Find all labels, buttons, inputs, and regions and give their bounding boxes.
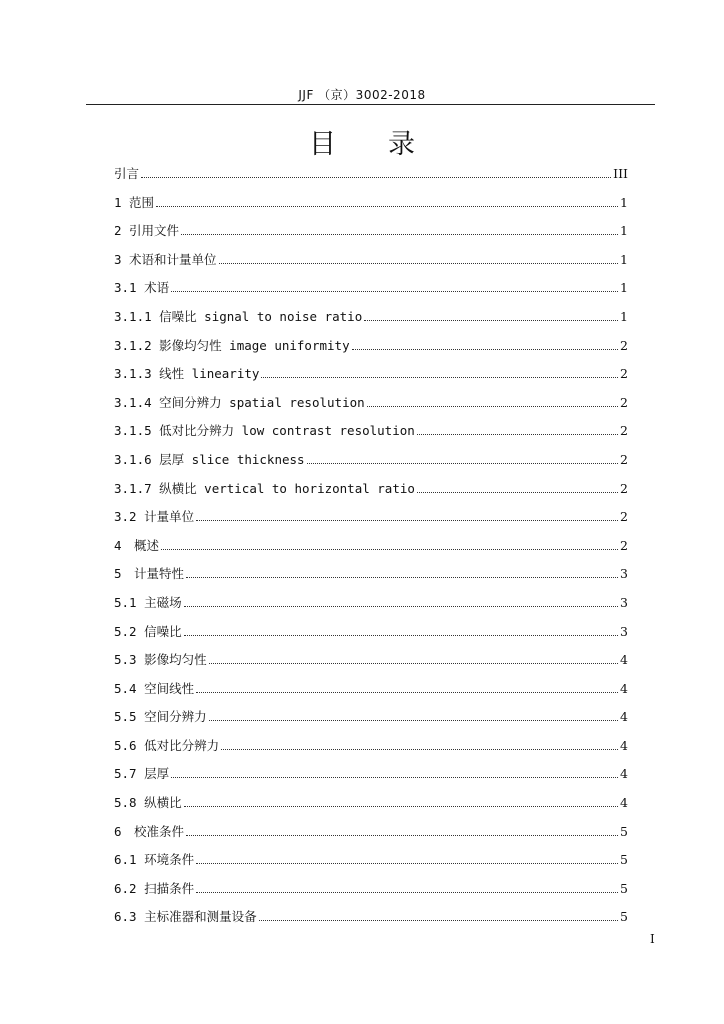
toc-entry[interactable] (114, 789, 628, 818)
toc-entry-label: 5.8 纵横比 (114, 795, 182, 811)
page-title (0, 122, 724, 161)
toc-entry[interactable] (114, 160, 628, 189)
toc-entry-page: 1 (620, 308, 628, 324)
table-of-contents (114, 160, 628, 932)
toc-entry[interactable] (114, 560, 628, 589)
title-char-2: 录 (388, 129, 415, 160)
dot-leader (196, 683, 618, 693)
dot-leader (184, 797, 618, 807)
toc-entry-label: 4 概述 (114, 537, 160, 553)
toc-entry-label: 5.5 空间分辨力 (114, 709, 207, 725)
toc-entry[interactable] (114, 360, 628, 389)
toc-entry-label: 3.1.5 低对比分辨力 low contrast resolution (114, 423, 415, 439)
toc-entry-label: 2 引用文件 (114, 223, 180, 239)
toc-entry[interactable] (114, 332, 628, 361)
dot-leader (352, 340, 618, 350)
toc-entry-page: 2 (620, 509, 628, 525)
dot-leader (364, 311, 618, 321)
title-char-1: 目 (309, 129, 336, 160)
toc-entry[interactable] (114, 532, 628, 561)
toc-entry-page: 5 (620, 852, 628, 868)
toc-entry[interactable] (114, 303, 628, 332)
dot-leader (209, 654, 618, 664)
toc-entry-label: 3.1.2 影像均匀性 image uniformity (114, 337, 350, 353)
dot-leader (417, 483, 618, 493)
dot-leader (181, 225, 618, 235)
toc-entry-label: 6.3 主标准器和测量设备 (114, 909, 257, 925)
toc-entry-page: 2 (620, 480, 628, 496)
toc-entry[interactable] (114, 703, 628, 732)
toc-entry[interactable] (114, 875, 628, 904)
toc-entry-page: 2 (620, 337, 628, 353)
toc-entry[interactable] (114, 846, 628, 875)
toc-entry[interactable] (114, 760, 628, 789)
dot-leader (261, 368, 618, 378)
dot-leader (196, 854, 618, 864)
toc-entry-label: 6.2 扫描条件 (114, 880, 195, 896)
toc-entry-page: 5 (620, 880, 628, 896)
toc-entry-label: 6 校准条件 (114, 823, 185, 839)
toc-entry-label: 3.1.6 层厚 slice thickness (114, 451, 305, 467)
toc-entry[interactable] (114, 417, 628, 446)
dot-leader (367, 397, 618, 407)
toc-entry-page: 2 (620, 394, 628, 410)
toc-entry[interactable] (114, 503, 628, 532)
toc-entry-label: 5.4 空间线性 (114, 680, 195, 696)
dot-leader (417, 425, 618, 435)
toc-entry[interactable] (114, 475, 628, 504)
toc-entry-page: 2 (620, 423, 628, 439)
toc-entry[interactable] (114, 675, 628, 704)
toc-entry-label: 5.6 低对比分辨力 (114, 737, 220, 753)
toc-entry-page: 2 (620, 451, 628, 467)
toc-entry-label: 3.1 术语 (114, 280, 170, 296)
toc-entry-label: 6.1 环境条件 (114, 852, 195, 868)
toc-entry[interactable] (114, 189, 628, 218)
toc-entry-page: 4 (620, 737, 628, 753)
toc-entry-page: 1 (620, 194, 628, 210)
toc-entry-page: 4 (620, 766, 628, 782)
dot-leader (184, 597, 618, 607)
dot-leader (307, 454, 618, 464)
header-rule (86, 104, 655, 105)
toc-entry-label: 5.1 主磁场 (114, 594, 182, 610)
toc-entry-page: 3 (620, 566, 628, 582)
toc-entry[interactable] (114, 274, 628, 303)
toc-entry-page: 4 (620, 680, 628, 696)
toc-entry-label: 3.1.3 线性 linearity (114, 366, 260, 382)
toc-entry[interactable] (114, 246, 628, 275)
toc-entry-page: 2 (620, 537, 628, 553)
toc-entry-label: 5.7 层厚 (114, 766, 170, 782)
toc-entry-page: 2 (620, 366, 628, 382)
document-header: JJF （京）3002-2018 (298, 88, 426, 102)
toc-entry-page: 5 (620, 823, 628, 839)
toc-entry-page: 4 (620, 652, 628, 668)
dot-leader (161, 540, 618, 550)
dot-leader (186, 826, 618, 836)
toc-entry-page: 3 (620, 623, 628, 639)
toc-entry-page: 1 (620, 223, 628, 239)
toc-entry-label: 3 术语和计量单位 (114, 251, 217, 267)
dot-leader (184, 626, 618, 636)
toc-entry[interactable] (114, 446, 628, 475)
page-number: I (650, 932, 655, 946)
toc-entry-label: 5.2 信噪比 (114, 623, 182, 639)
toc-entry-label: 5 计量特性 (114, 566, 185, 582)
toc-entry[interactable] (114, 903, 628, 932)
toc-entry[interactable] (114, 646, 628, 675)
toc-entry-label: 3.1.1 信噪比 signal to noise ratio (114, 308, 363, 324)
toc-entry-label: 引言 (114, 166, 140, 181)
toc-entry-label: 5.3 影像均匀性 (114, 652, 207, 668)
toc-entry-page: 1 (620, 251, 628, 267)
toc-entry-page: 1 (620, 280, 628, 296)
toc-entry-label: 1 范围 (114, 194, 155, 210)
toc-entry-label: 3.1.7 纵横比 vertical to horizontal ratio (114, 480, 415, 496)
dot-leader (219, 254, 618, 264)
toc-entry[interactable] (114, 618, 628, 647)
toc-entry[interactable] (114, 217, 628, 246)
toc-entry[interactable] (114, 818, 628, 847)
toc-entry[interactable] (114, 589, 628, 618)
dot-leader (186, 568, 618, 578)
dot-leader (196, 883, 618, 893)
dot-leader (259, 911, 618, 921)
dot-leader (171, 768, 618, 778)
dot-leader (196, 511, 618, 521)
dot-leader (141, 168, 611, 178)
dot-leader (209, 711, 618, 721)
toc-entry-page: 4 (620, 709, 628, 725)
dot-leader (171, 282, 618, 292)
toc-entry-label: 3.2 计量单位 (114, 509, 195, 525)
dot-leader (221, 740, 618, 750)
toc-entry[interactable] (114, 389, 628, 418)
toc-entry-label: 3.1.4 空间分辨力 spatial resolution (114, 394, 365, 410)
toc-entry-page: III (613, 166, 628, 181)
toc-entry-page: 4 (620, 795, 628, 811)
dot-leader (156, 197, 618, 207)
toc-entry-page: 5 (620, 909, 628, 925)
toc-entry[interactable] (114, 732, 628, 761)
toc-entry-page: 3 (620, 594, 628, 610)
